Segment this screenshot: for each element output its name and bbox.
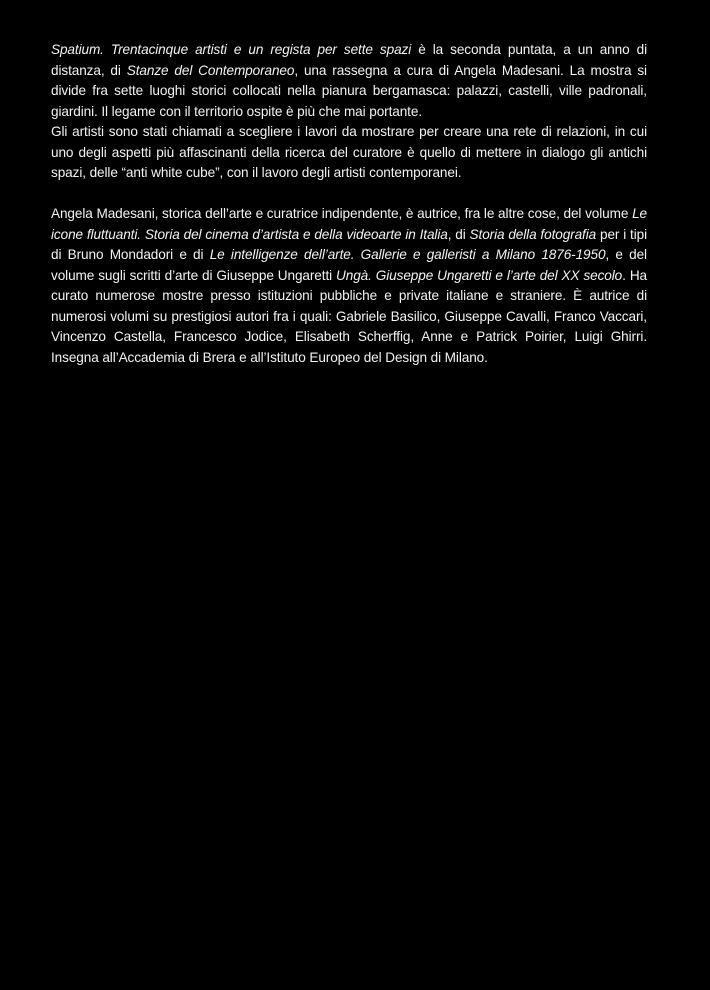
text-segment: . Ha curato numerose mostre presso istituzioni pubbliche e private italiane e straniere. È autrice di numerosi volumi su prestigiosi autori fra i quali: Gabriele Basilico, Giuseppe Cavalli, Franco Vaccari, Vincenzo Castella, Francesco Jodice, Elisabeth Scherffig, Anne e Patrick Poirier, Luigi Ghirri. Insegna all’Accademia di Brera e all’Istituto Europeo del Design di Milano. <box>51 267 647 365</box>
italic-text-segment: Le icone fluttuanti. Storia del cinema d’artista e della videoarte in Italia <box>51 206 647 242</box>
text-segment: , e del volume sugli scritti d’arte di Giuseppe Ungaretti <box>51 247 647 283</box>
text-block <box>51 40 647 368</box>
italic-text-segment: Ungà. Giuseppe Ungaretti e l’arte del XX secolo <box>336 267 623 283</box>
paragraph-curator-bio <box>51 204 647 368</box>
text-segment: è la seconda puntata, a un anno di distanza, di <box>51 42 647 78</box>
text-segment: , una rassegna a cura di Angela Madesani. La mostra si divide fra sette luoghi storici collocati nella pianura bergamasca: palazzi, castelli, ville padronali, giardini. Il legame con il territorio ospite è più che mai portante. <box>51 62 647 119</box>
text-segment: Gli artisti sono stati chiamati a scegliere i lavori da mostrare per creare una rete di relazioni, in cui uno degli aspetti più affascinanti della ricerca del curatore è quello di mettere in dialogo gli antichi spazi, delle “anti white cube”, con il lavoro degli artisti contemporanei. <box>51 124 647 180</box>
italic-text-segment: Storia della fotografia <box>469 226 597 242</box>
italic-text-segment: Stanze del Contemporaneo <box>126 62 295 78</box>
text-segment: , di <box>447 226 470 242</box>
italic-text-segment: Le intelligenze dell’arte. Gallerie e galleristi a Milano 1876-1950 <box>209 247 606 262</box>
paragraph-intro <box>51 40 647 122</box>
italic-text-segment: Spatium. Trentacinque artisti e un regista per sette spazi <box>51 42 412 57</box>
text-segment: Angela Madesani, storica dell’arte e curatrice indipendente, è autrice, fra le altre cose, del volume <box>51 206 633 221</box>
text-segment: per i tipi di Bruno Mondadori e di <box>51 226 648 262</box>
paragraph-artists <box>51 122 647 184</box>
